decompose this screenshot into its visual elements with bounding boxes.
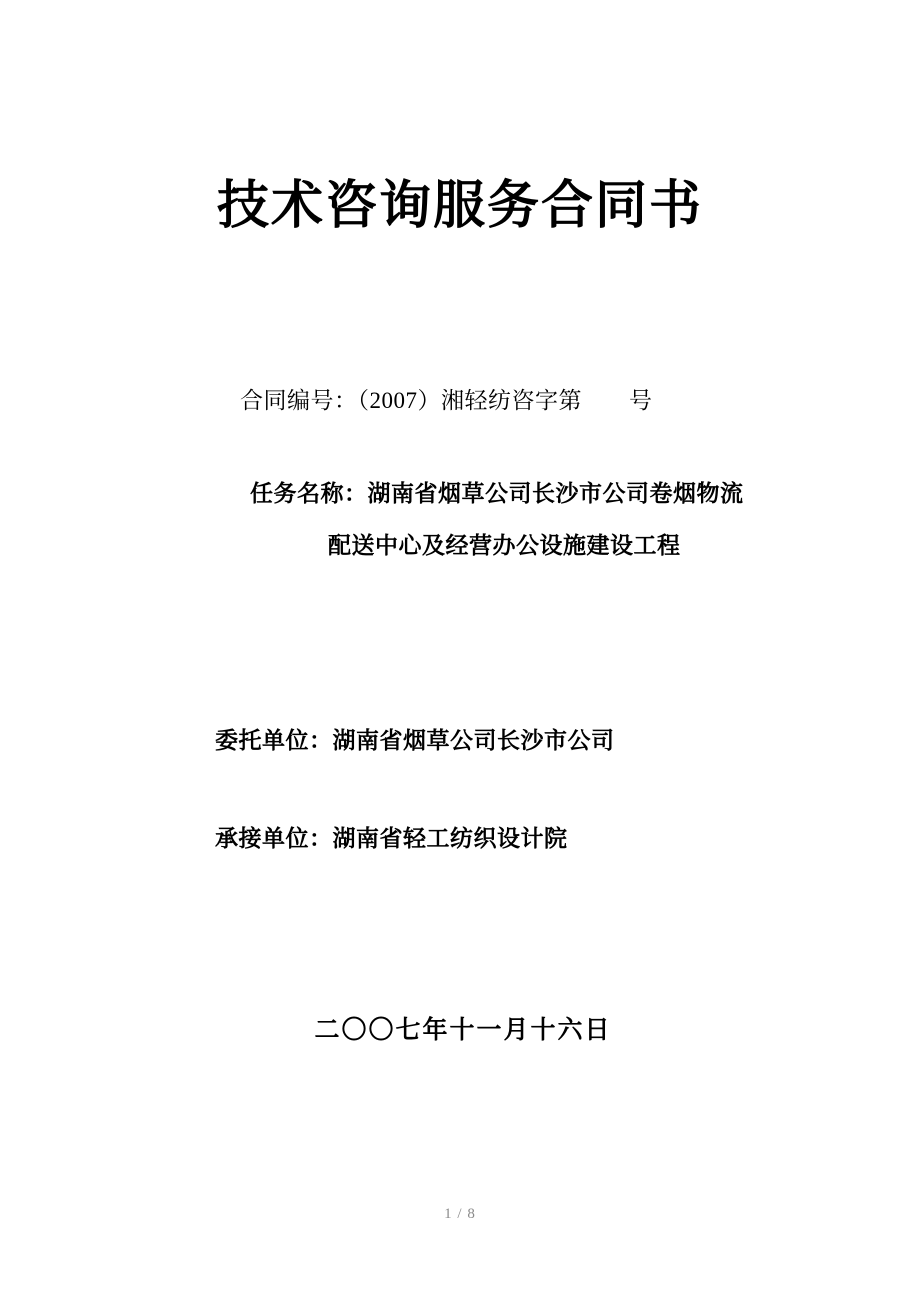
client-party-line: 委托单位：湖南省烟草公司长沙市公司 — [215, 728, 615, 753]
document-date: 二〇〇七年十一月十六日 — [314, 1017, 612, 1044]
task-name-line-2: 配送中心及经营办公设施建设工程 — [328, 533, 681, 559]
page-title: 技术咨询服务合同书 — [216, 176, 703, 236]
contract-number-line: 合同编号：（2007）湘轻纺咨字第 号 — [240, 388, 653, 413]
task-name-line-1: 任务名称：湖南省烟草公司长沙市公司卷烟物流 — [250, 481, 744, 506]
contractor-party-line: 承接单位：湖南省轻工纺织设计院 — [215, 826, 568, 851]
task-name-block — [0, 478, 920, 561]
page-number: 1 / 8 — [444, 1206, 476, 1222]
